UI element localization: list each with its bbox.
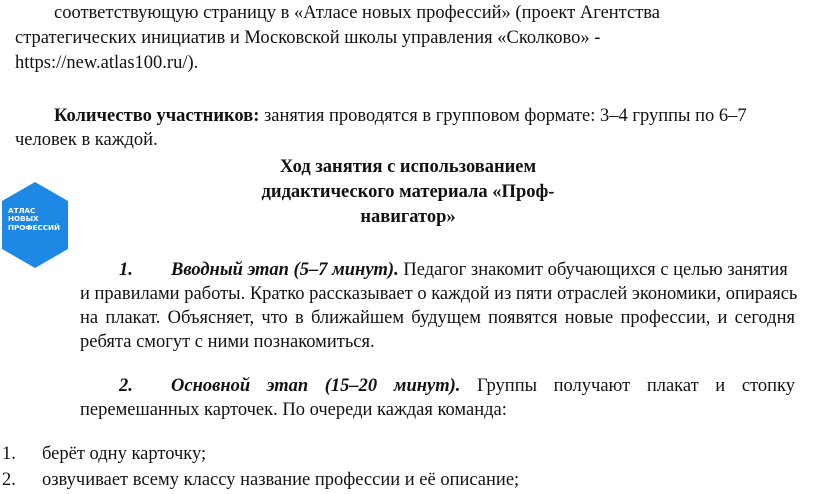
- participants-line-2: человек в каждой.: [15, 130, 158, 150]
- stage2-number-line: [119, 375, 133, 397]
- participants-line-1: [54, 105, 747, 127]
- stage1-line-2: и правилами работы. Кратко рассказывает о каждой из пяти отраслей экономики, опираясь: [80, 284, 798, 304]
- section-heading-line-2: дидактического материала «Проф-: [261, 182, 555, 202]
- stage2-number: 2.: [119, 376, 133, 396]
- participants-label: Количество участников:: [54, 106, 260, 126]
- stage2-line-2: перемешанных карточек. По очереди каждая команда:: [80, 400, 507, 420]
- intro-line-2: стратегических инициатив и Московской школы управления «Сколково» -: [15, 28, 601, 48]
- stage2-title-line: [171, 375, 795, 397]
- stage1-title-line: [171, 259, 788, 281]
- intro-line-3: https://new.atlas100.ru/).: [15, 53, 199, 73]
- intro-line-1: соответствующую страницу в «Атласе новых профессий» (проект Агентства: [54, 3, 660, 23]
- section-heading-line-3: навигатор»: [360, 207, 456, 227]
- step-number-2: 2.: [2, 470, 16, 490]
- stage2-text: Группы получают плакат и стопку: [460, 376, 796, 396]
- stage1-text: Педагог знакомит обучающихся с целью занятия: [398, 260, 788, 280]
- step-text-2: озвучивает всему классу название профессии и её описание;: [42, 470, 520, 490]
- stage1-line-3: на плакат. Объясняет, что в ближайшем будущем появятся новые профессии, и сегодня: [80, 308, 795, 328]
- section-heading-line-1: Ход занятия с использованием: [279, 157, 537, 177]
- stage1-number: 1.: [119, 260, 133, 280]
- stage1-first-line: [119, 259, 133, 281]
- step-number-1: 1.: [2, 444, 16, 464]
- step-text-1: берёт одну карточку;: [42, 444, 207, 464]
- stage1-line-4: ребята смогут с ними познакомиться.: [80, 332, 375, 352]
- stage2-title: Основной этап (15–20 минут).: [171, 376, 461, 396]
- atlas-logo-text: АТЛАС НОВЫХ ПРОФЕССИЙ: [8, 206, 61, 232]
- stage1-title: Вводный этап (5–7 минут).: [171, 260, 399, 280]
- participants-text: занятия проводятся в групповом формате: 3–4 группы по 6–7: [259, 106, 747, 126]
